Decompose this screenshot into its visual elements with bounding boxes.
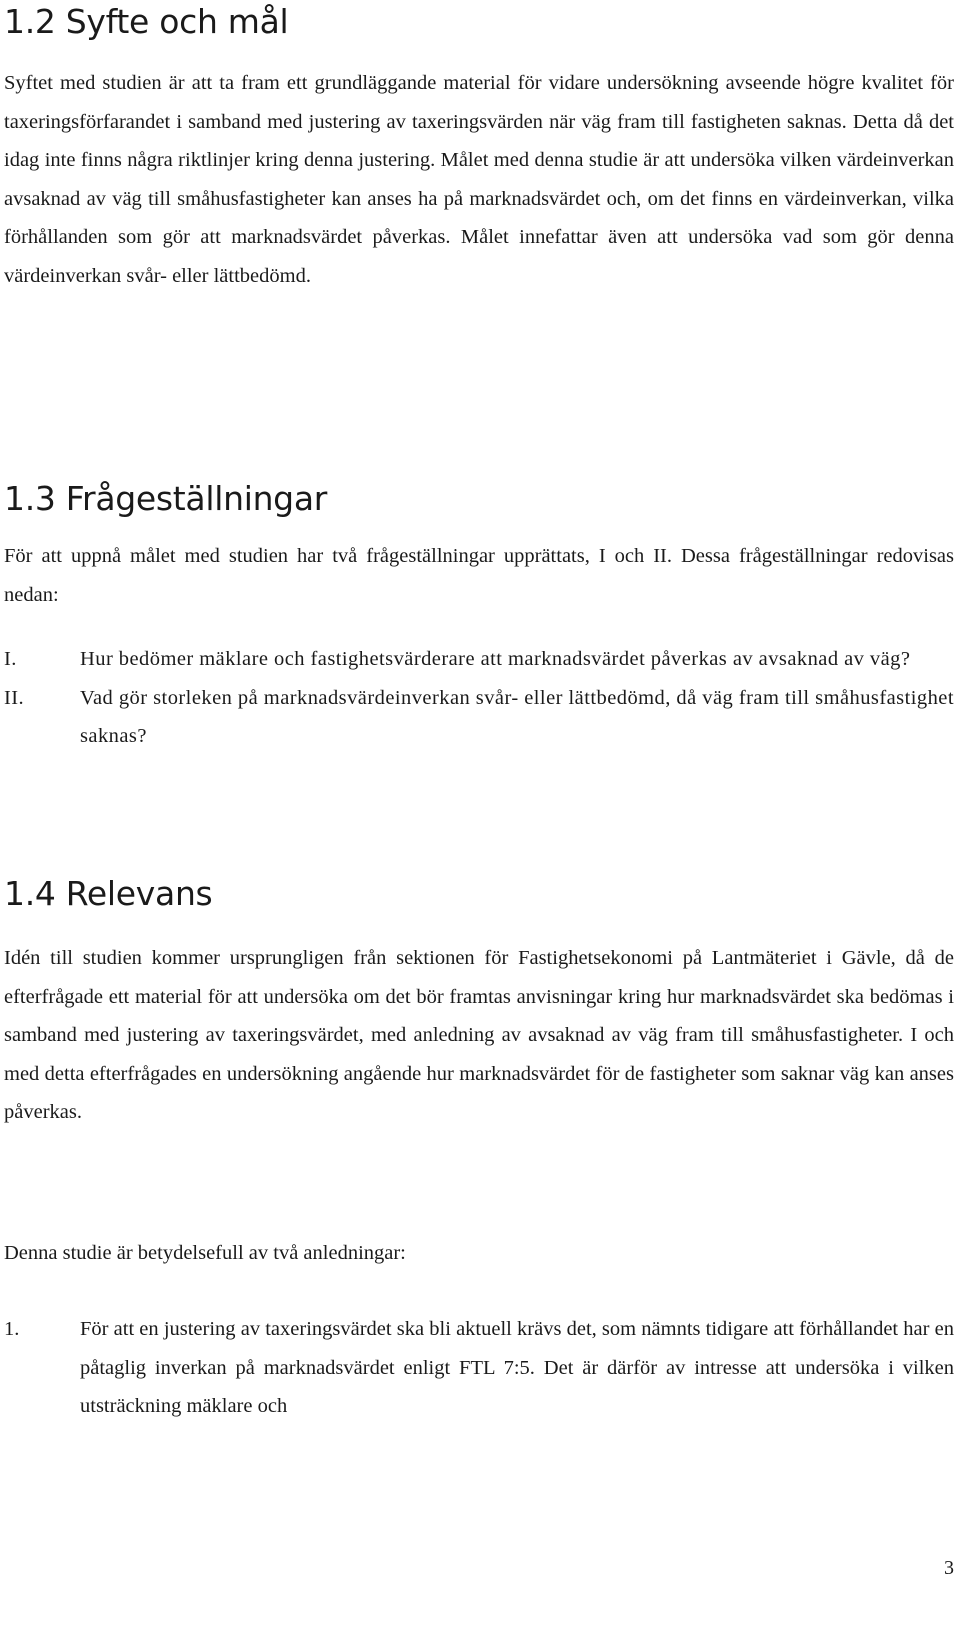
questions-list: [4, 640, 954, 756]
list-marker: 1.: [4, 1318, 20, 1340]
list-item-text: Vad gör storleken på marknadsvärdeinverkan svår- eller lättbedömd, då väg fram till småhusfastighet saknas?: [80, 686, 954, 748]
page-number: 3: [944, 1557, 954, 1579]
list-item: [4, 1310, 954, 1426]
section-paragraph-syfte: Syftet med studien är att ta fram ett grundläggande material för vidare undersökning avseende högre kvalitet för taxeringsförfarandet i samband med justering av taxeringsvärden när väg fram till fastigheten saknas. Detta då det idag inte finns några riktlinjer kring denna justering. Målet med denna studie är att undersöka vilken värdeinverkan avsaknad av väg till småhusfastigheter kan anses ha på marknadsvärdet och, om det finns en värdeinverkan, vilka förhållanden som gör att marknadsvärdet påverkas. Målet innefattar även att undersöka vad som gör denna värdeinverkan svår- eller lättbedömd.: [4, 72, 954, 287]
section-heading-fragestallningar: 1.3 Frågeställningar: [4, 479, 328, 518]
list-marker: II.: [4, 686, 25, 709]
section-paragraph-anledningar: Denna studie är betydelsefull av två anledningar:: [4, 1242, 406, 1264]
list-item-text: För att en justering av taxeringsvärdet ska bli aktuell krävs det, som nämnts tidigare att förhållandet har en påtaglig inverkan på marknadsvärdet enligt FTL 7:5. Det är därför av intresse att undersöka i vilken utsträckning mäklare och: [80, 1318, 954, 1418]
list-item: [4, 640, 954, 679]
section-paragraph-fragestallningar: För att uppnå målet med studien har två frågeställningar upprättats, I och II. Dessa frågeställningar redovisas nedan:: [4, 545, 954, 606]
list-item-text: Hur bedömer mäklare och fastighetsvärderare att marknadsvärdet påverkas av avsaknad av väg?: [80, 648, 911, 670]
reasons-list: [4, 1310, 954, 1426]
section-heading-relevans: 1.4 Relevans: [4, 874, 213, 913]
section-heading-syfte: 1.2 Syfte och mål: [4, 2, 289, 41]
section-paragraph-relevans: Idén till studien kommer ursprungligen från sektionen för Fastighetsekonomi på Lantmäteriet i Gävle, då de efterfrågade ett material för att undersöka om det bör framtas anvisningar kring hur marknadsvärdet ska bedömas i samband med justering av taxeringsvärdet, med anledning av avsaknad av väg fram till småhusfastigheter. I och med detta efterfrågades en undersökning angående hur marknadsvärdet för de fastigheter som saknar väg kan anses påverkas.: [4, 947, 954, 1124]
list-item: [4, 679, 954, 756]
list-marker: I.: [4, 648, 17, 670]
